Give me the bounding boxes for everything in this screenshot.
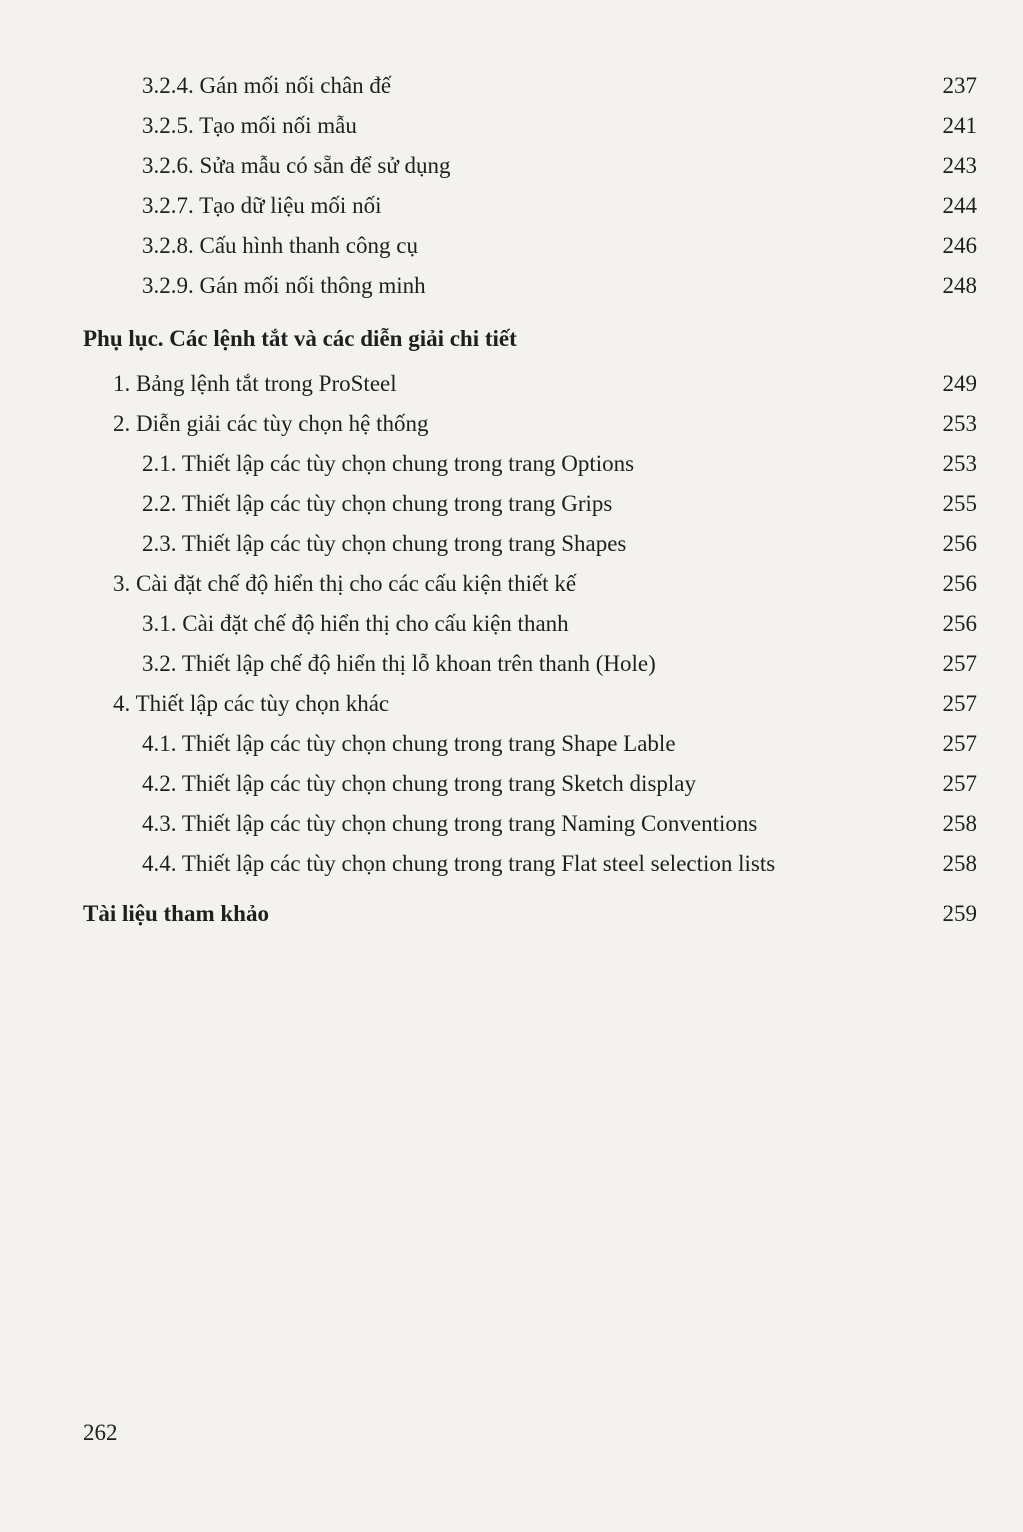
toc-entry-title: 2.3. Thiết lập các tùy chọn chung trong trang Shapes xyxy=(142,531,627,556)
toc-entry xyxy=(142,69,977,103)
toc-entry-title: 1. Bảng lệnh tắt trong ProSteel xyxy=(113,371,397,396)
toc-entry-page: 256 xyxy=(942,611,977,636)
toc-entry xyxy=(142,447,977,481)
toc-entry-page: 256 xyxy=(942,531,977,556)
page-number: 262 xyxy=(83,1420,118,1445)
toc-entry-page: 244 xyxy=(942,193,977,218)
toc-entry-title: 2. Diễn giải các tùy chọn hệ thống xyxy=(113,411,429,436)
toc-entry-title: 4. Thiết lập các tùy chọn khác xyxy=(113,691,390,716)
toc-entry xyxy=(142,269,977,303)
toc-entry-page: 255 xyxy=(942,491,977,516)
toc-entry-page: 248 xyxy=(942,273,977,298)
toc-entry xyxy=(113,567,977,601)
toc-entry-page: 258 xyxy=(942,851,977,876)
toc-entry-title: 4.4. Thiết lập các tùy chọn chung trong trang Flat steel selection lists xyxy=(142,851,776,876)
toc-entry xyxy=(142,189,977,223)
toc-entry-title: 4.3. Thiết lập các tùy chọn chung trong trang Naming Conventions xyxy=(142,811,758,836)
toc-entry-page: 246 xyxy=(942,233,977,258)
toc-entry-page: 256 xyxy=(942,571,977,596)
toc-entry xyxy=(142,727,977,761)
toc-entry-page: 259 xyxy=(942,901,977,926)
toc-entry-page: 257 xyxy=(942,691,977,716)
toc-entry-page: 257 xyxy=(942,771,977,796)
toc-entry xyxy=(113,367,977,401)
toc-entry xyxy=(142,149,977,183)
toc-entry-title: 3.2.7. Tạo dữ liệu mối nối xyxy=(142,193,382,218)
toc-entry xyxy=(142,109,977,143)
toc-entry-page: 258 xyxy=(942,811,977,836)
toc-entry-title: Phụ lục. Các lệnh tắt và các diễn giải chi tiết xyxy=(83,326,517,351)
toc-entry-page: 257 xyxy=(942,731,977,756)
toc-entry-title: 3.2.4. Gán mối nối chân đế xyxy=(142,73,392,98)
toc-entry-title: 4.1. Thiết lập các tùy chọn chung trong trang Shape Lable xyxy=(142,731,676,756)
toc-entry-title: 4.2. Thiết lập các tùy chọn chung trong trang Sketch display xyxy=(142,771,696,796)
toc-entry-title: 3.2.5. Tạo mối nối mẫu xyxy=(142,113,357,138)
toc-entry-title: Tài liệu tham khảo xyxy=(83,901,269,926)
toc-entry-title: 2.1. Thiết lập các tùy chọn chung trong trang Options xyxy=(142,451,635,476)
toc-entry-page: 237 xyxy=(942,73,977,98)
toc-entry-title: 3.2. Thiết lập chế độ hiển thị lỗ khoan trên thanh (Hole) xyxy=(142,651,656,676)
toc-entry xyxy=(113,407,977,441)
toc-entry xyxy=(142,229,977,263)
toc-entry-page: 253 xyxy=(942,411,977,436)
toc-entry xyxy=(142,847,977,881)
toc-entry xyxy=(142,807,977,841)
toc-entry-title: 3.2.8. Cấu hình thanh công cụ xyxy=(142,233,418,258)
toc-entry xyxy=(142,607,977,641)
toc-entry-title: 3. Cài đặt chế độ hiển thị cho các cấu kiện thiết kế xyxy=(113,571,577,596)
toc-entry xyxy=(142,487,977,521)
toc-entry xyxy=(142,767,977,801)
toc-entry-page: 249 xyxy=(942,371,977,396)
toc-entry-title: 3.2.6. Sửa mẫu có sẵn để sử dụng xyxy=(142,153,451,178)
toc-entry xyxy=(142,647,977,681)
toc-heading xyxy=(83,897,977,931)
toc-entry-title: 3.1. Cài đặt chế độ hiển thị cho cấu kiện thanh xyxy=(142,611,569,636)
toc-entry xyxy=(142,527,977,561)
toc-entry-page: 243 xyxy=(942,153,977,178)
toc-entry-title: 3.2.9. Gán mối nối thông minh xyxy=(142,273,426,298)
toc-entry-page: 241 xyxy=(942,113,977,138)
toc-entry-page: 253 xyxy=(942,451,977,476)
toc-entry xyxy=(113,687,977,721)
toc-entry-page: 257 xyxy=(942,651,977,676)
toc-entry-title: 2.2. Thiết lập các tùy chọn chung trong trang Grips xyxy=(142,491,613,516)
toc-heading xyxy=(83,322,977,356)
